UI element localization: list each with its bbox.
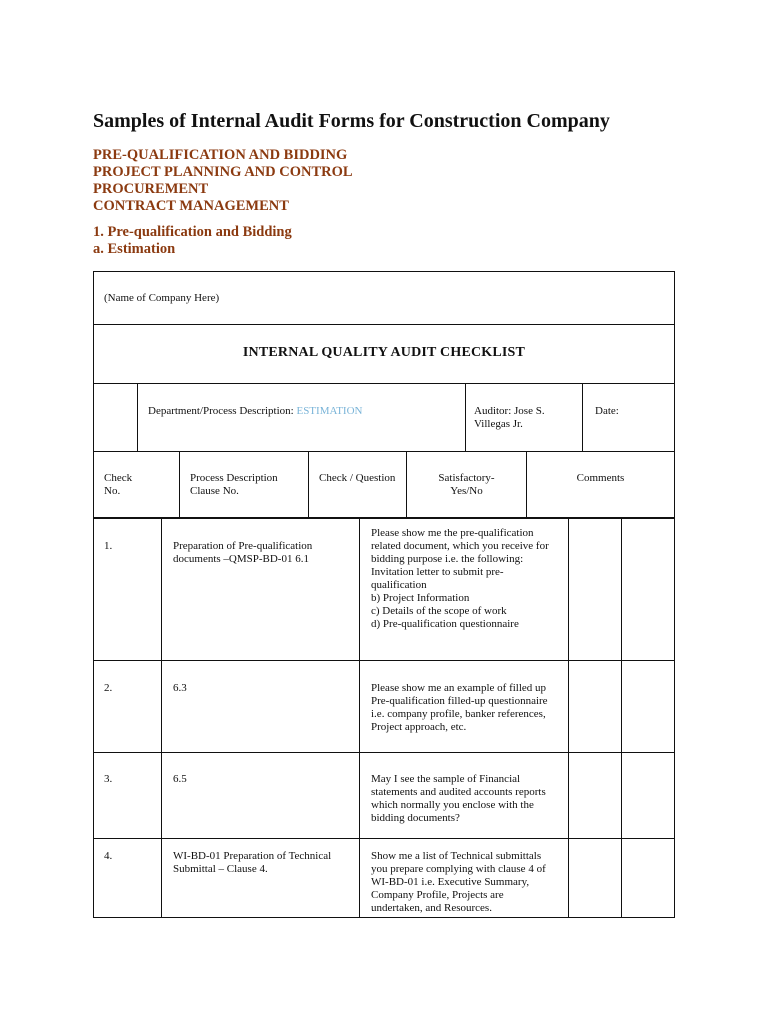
header-process-line1: Process Description xyxy=(190,472,278,484)
section-heading-contract-management: CONTRACT MANAGEMENT xyxy=(93,198,289,214)
company-name-placeholder: (Name of Company Here) xyxy=(104,292,220,304)
row-2-question-line: Pre-qualification filled-up questionnaire xyxy=(371,695,548,707)
auditor-field xyxy=(474,405,545,431)
department-label: Department/Process Description: xyxy=(148,405,297,417)
row-4-question-line: you prepare complying with clause 4 of xyxy=(371,863,546,875)
row-3-question xyxy=(371,773,546,825)
row-2-question-line: Please show me an example of filled up xyxy=(371,682,547,694)
row-2-check-no: 2. xyxy=(104,682,113,694)
department-value: ESTIMATION xyxy=(296,405,363,417)
header-satisfactory-line1: Satisfactory- xyxy=(438,472,495,484)
row-3-question-line: which normally you enclose with the xyxy=(371,799,534,811)
header-check-question: Check / Question xyxy=(319,472,396,484)
row-1-question-line: bidding purpose i.e. the following: xyxy=(371,553,524,565)
checklist-body xyxy=(93,517,675,918)
row-1-process xyxy=(173,540,312,566)
row-2-process: 6.3 xyxy=(173,682,187,694)
row-4-question-line: WI-BD-01 i.e. Executive Summary, xyxy=(371,876,530,888)
row-1-process-line: Preparation of Pre-qualification xyxy=(173,540,313,552)
header-satisfactory-line2: Yes/No xyxy=(450,485,483,497)
row-3-check-no: 3. xyxy=(104,773,113,785)
row-4-check-no: 4. xyxy=(104,850,113,862)
row-1-question-line: Invitation letter to submit pre- xyxy=(371,566,504,578)
subheading-estimation: a. Estimation xyxy=(93,241,176,257)
row-1-question xyxy=(371,527,549,631)
row-2-question-line: Project approach, etc. xyxy=(371,721,467,733)
date-label: Date: xyxy=(595,405,619,417)
checklist-title-box xyxy=(93,324,675,384)
row-4-process-line: WI-BD-01 Preparation of Technical xyxy=(173,850,332,862)
row-1-check-no: 1. xyxy=(104,540,113,552)
header-check-no xyxy=(104,472,132,498)
row-2-question xyxy=(371,682,548,734)
row-1-process-line: documents –QMSP-BD-01 6.1 xyxy=(173,553,309,565)
subheading-prequalification-bidding: 1. Pre-qualification and Bidding xyxy=(93,224,292,240)
row-1-question-line: related document, which you receive for xyxy=(371,540,549,552)
checklist-header-row xyxy=(93,451,675,519)
section-heading-prequalification: PRE-QUALIFICATION AND BIDDING xyxy=(93,147,348,163)
row-1-question-line: d) Pre-qualification questionnaire xyxy=(371,618,519,630)
section-heading-project-planning: PROJECT PLANNING AND CONTROL xyxy=(93,164,353,180)
row-4-process-line: Submittal – Clause 4. xyxy=(173,863,268,875)
company-name-box xyxy=(93,271,675,325)
department-field xyxy=(148,405,362,418)
document-title: Samples of Internal Audit Forms for Construction Company xyxy=(93,110,610,132)
header-check-no-line1: Check xyxy=(104,472,133,484)
header-process-description xyxy=(190,472,278,498)
row-1-question-line: Please show me the pre-qualification xyxy=(371,527,534,539)
auditor-name: Villegas Jr. xyxy=(474,418,523,430)
row-1-question-line: qualification xyxy=(371,579,427,591)
row-1-question-line: c) Details of the scope of work xyxy=(371,605,507,617)
department-info-row xyxy=(93,383,675,452)
row-3-process: 6.5 xyxy=(173,773,187,785)
row-4-question-line: undertaken, and Resources. xyxy=(371,902,492,914)
auditor-label: Auditor: Jose S. xyxy=(474,405,545,417)
header-comments: Comments xyxy=(576,472,625,484)
row-1-question-line: b) Project Information xyxy=(371,592,470,604)
row-4-question-line: Company Profile, Projects are xyxy=(371,889,504,901)
row-2-question-line: i.e. company profile, banker references, xyxy=(371,708,546,720)
header-process-line2: Clause No. xyxy=(190,485,239,497)
section-heading-procurement: PROCUREMENT xyxy=(93,181,209,197)
checklist-title: INTERNAL QUALITY AUDIT CHECKLIST xyxy=(242,345,526,360)
row-4-process xyxy=(173,850,331,876)
row-3-question-line: May I see the sample of Financial xyxy=(371,773,521,785)
row-4-question xyxy=(371,850,546,915)
header-check-no-line2: No. xyxy=(104,485,121,497)
header-satisfactory xyxy=(407,472,526,498)
row-3-question-line: statements and audited accounts reports xyxy=(371,786,546,798)
row-3-question-line: bidding documents? xyxy=(371,812,460,824)
row-4-question-line: Show me a list of Technical submittals xyxy=(371,850,542,862)
